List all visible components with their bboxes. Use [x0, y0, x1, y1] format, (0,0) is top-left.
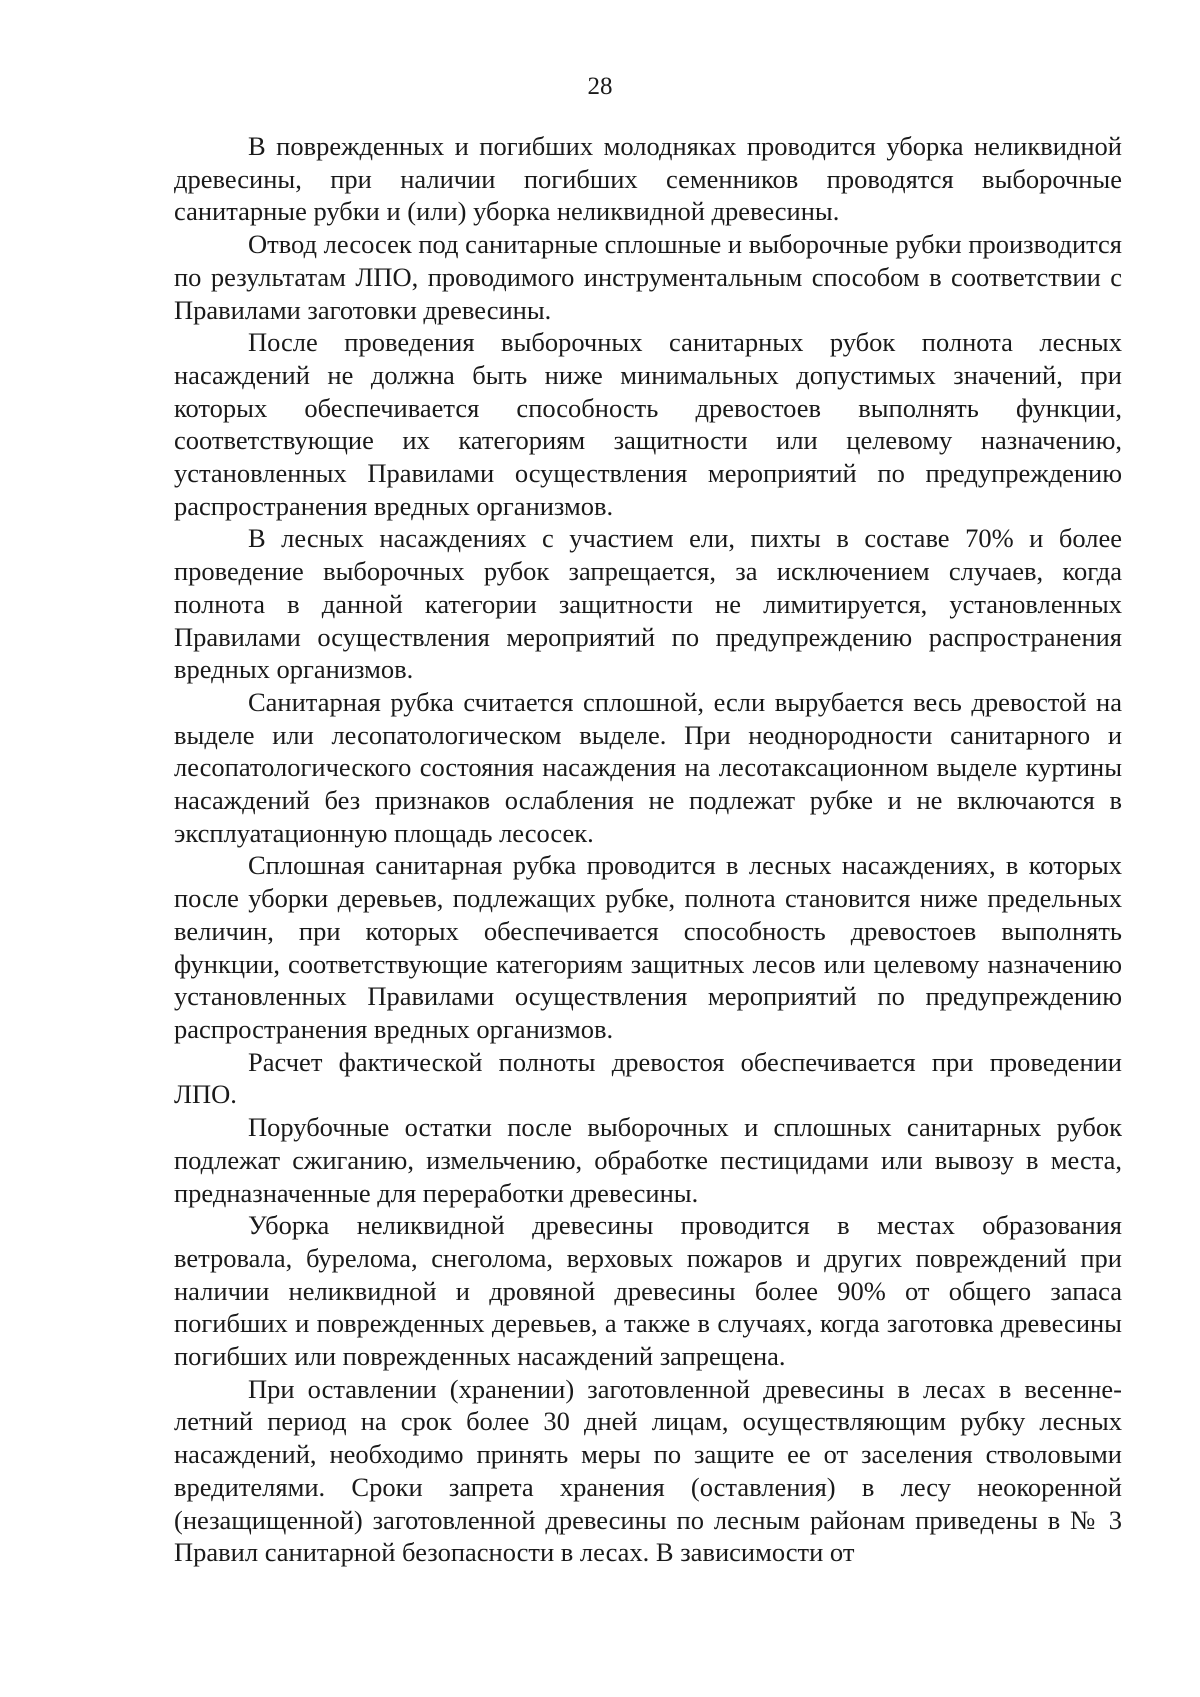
- paragraph: Сплошная санитарная рубка проводится в лесных насаждениях, в которых после уборки деревьев, подлежащих рубке, полнота становится ниже предельных величин, при которых обеспечивается способность древостоев выполнять функции, соответствующие категориям защитных лесов или целевому назначению установленных Правилами осуществления мероприятий по предупреждению распространения вредных организмов.: [174, 850, 1122, 1044]
- paragraph: В лесных насаждениях с участием ели, пихты в составе 70% и более проведение выборочных рубок запрещается, за исключением случаев, когда полнота в данной категории защитности не лимитируется, установленных Правилами осуществления мероприятий по предупреждению распространения вредных организмов.: [174, 523, 1122, 685]
- paragraph: Расчет фактической полноты древостоя обеспечивается при проведении ЛПО.: [174, 1046, 1122, 1110]
- paragraph: Санитарная рубка считается сплошной, если вырубается весь древостой на выделе или лесопатологическом выделе. При неоднородности санитарного и лесопатологического состояния насаждения на лесотаксационном выделе куртины насаждений без признаков ослабления не подлежат рубке и не включаются в эксплуатационную площадь лесосек.: [174, 686, 1122, 848]
- page-number: 28: [587, 73, 613, 100]
- paragraph: В поврежденных и погибших молодняках проводится уборка неликвидной древесины, при наличии погибших семенников проводятся выборочные санитарные рубки и (или) уборка неликвидной древесины.: [174, 131, 1122, 227]
- paragraph: После проведения выборочных санитарных рубок полнота лесных насаждений не должна быть ниже минимальных допустимых значений, при которых обеспечивается способность древостоев выполнять функции, соответствующие их категориям защитности или целевому назначению, установленных Правилами осуществления мероприятий по предупреждению распространения вредных организмов.: [174, 327, 1122, 521]
- paragraph: Уборка неликвидной древесины проводится в местах образования ветровала, бурелома, снеголома, верховых пожаров и других повреждений при наличии неликвидной и дровяной древесины более 90% от общего запаса погибших и поврежденных деревьев, а также в случаях, когда заготовка древесины погибших или поврежденных насаждений запрещена.: [174, 1210, 1122, 1372]
- paragraph: Порубочные остатки после выборочных и сплошных санитарных рубок подлежат сжиганию, измельчению, обработке пестицидами или вывозу в места, предназначенные для переработки древесины.: [174, 1112, 1122, 1208]
- document-body: [174, 130, 1122, 1569]
- paragraph: При оставлении (хранении) заготовленной древесины в лесах в весенне-летний период на срок более 30 дней лицам, осуществляющим рубку лесных насаждений, необходимо принять меры по защите ее от заселения стволовыми вредителями. Сроки запрета хранения (оставления) в лесу неокоренной (незащищенной) заготовленной древесины по лесным районам приведены в № 3 Правил санитарной безопасности в лесах. В зависимости от: [174, 1373, 1122, 1568]
- paragraph: Отвод лесосек под санитарные сплошные и выборочные рубки производится по результатам ЛПО, проводимого инструментальным способом в соответствии с Правилами заготовки древесины.: [174, 229, 1122, 325]
